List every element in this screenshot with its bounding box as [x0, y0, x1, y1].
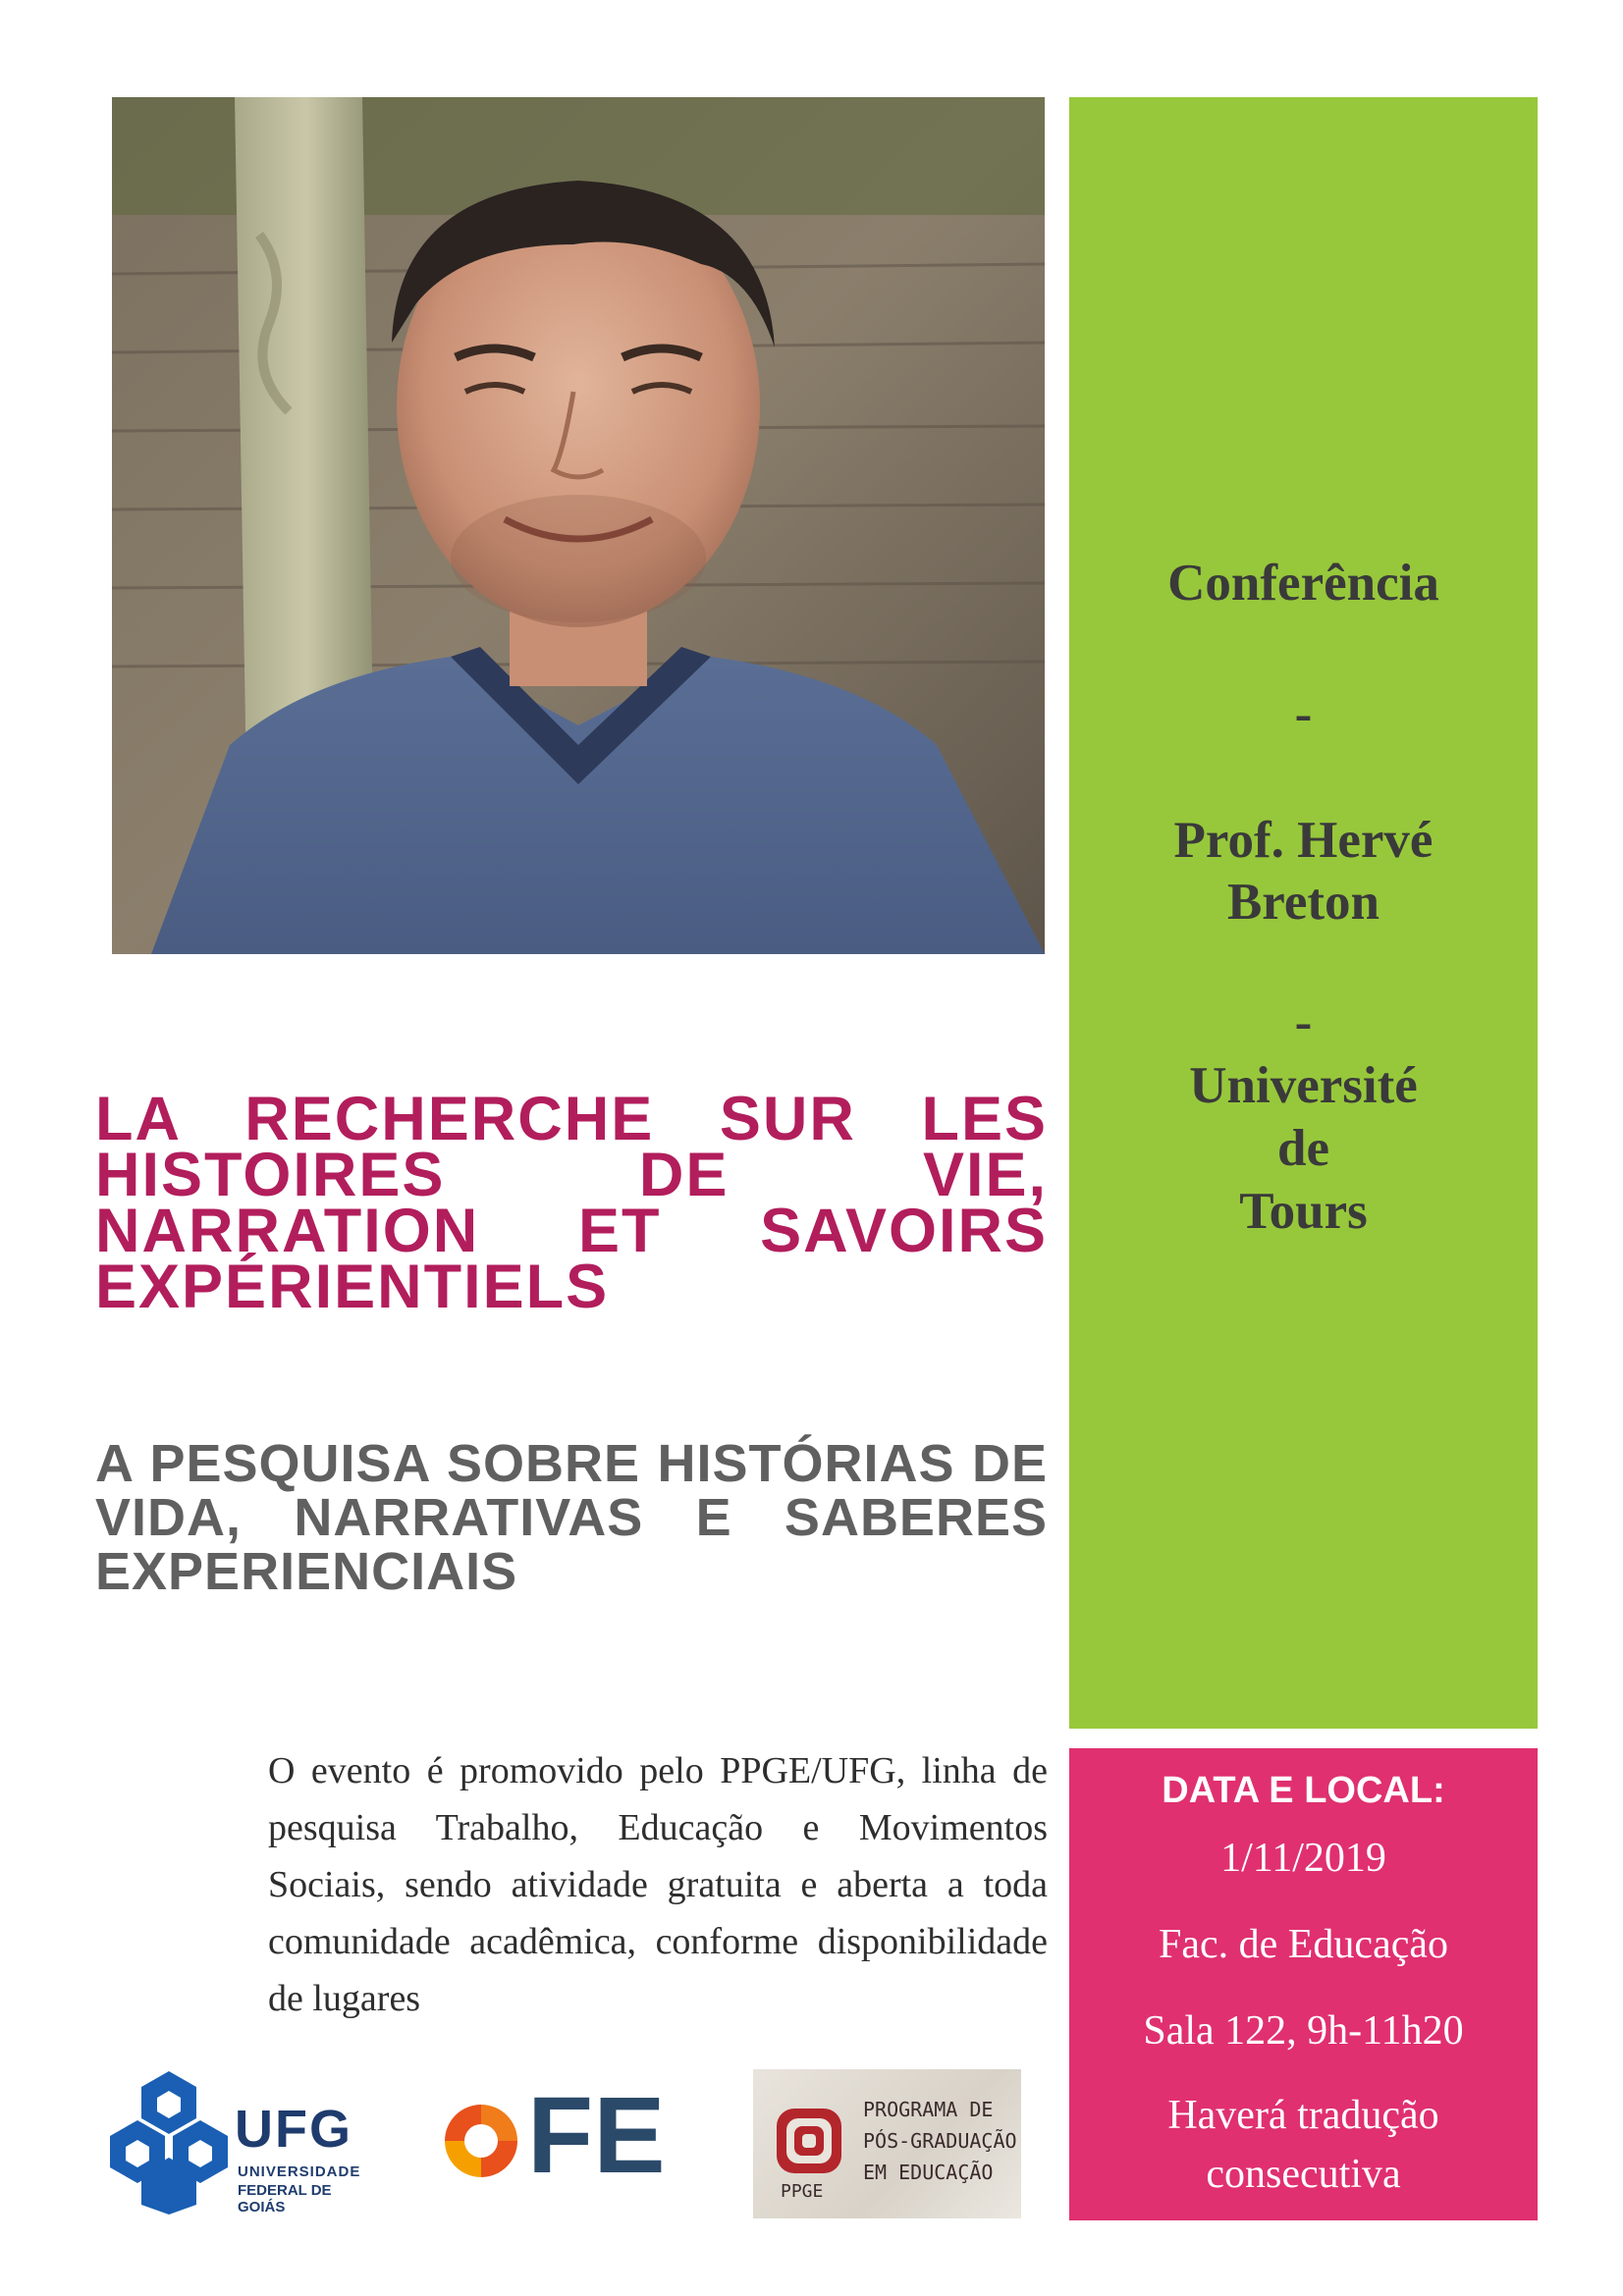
speaker-photo — [112, 97, 1045, 954]
fe-swirl-icon — [437, 2097, 525, 2185]
ppge-line1: PROGRAMA DE — [863, 2098, 994, 2121]
speaker-name-line1: Prof. Hervé — [1173, 812, 1434, 869]
institution-line3: Tours — [1239, 1183, 1368, 1240]
fe-text: FE — [527, 2075, 666, 2196]
event-heading: DATA E LOCAL: — [1162, 1770, 1445, 1811]
event-date: 1/11/2019 — [1220, 1836, 1386, 1881]
ppge-spiral-icon — [775, 2107, 843, 2175]
event-room-time: Sala 122, 9h-11h20 — [1143, 2008, 1464, 2054]
conference-info-panel — [1069, 97, 1538, 1729]
event-details-panel — [1069, 1748, 1538, 2220]
ppge-acronym: PPGE — [781, 2181, 824, 2202]
separator-dash: - — [1294, 993, 1313, 1050]
event-translation-line1: Haverá tradução — [1167, 2093, 1439, 2138]
title-portuguese: A PESQUISA SOBRE HISTÓRIAS DE VIDA, NARRATIVAS E SABERES EXPERIENCIAIS — [95, 1434, 1048, 1601]
ppge-logo — [753, 2069, 1021, 2218]
event-place: Fac. de Educação — [1158, 1922, 1448, 1967]
event-translation-line2: consecutiva — [1206, 2152, 1401, 2197]
ppge-line3: EM EDUCAÇÃO — [863, 2161, 994, 2184]
title-french: LA RECHERCHE SUR LES HISTOIRES DE VIE, NARRATION ET SAVOIRS EXPÉRIENTIELS — [95, 1085, 1048, 1321]
ufg-subtitle1: UNIVERSIDADE — [238, 2163, 361, 2180]
speaker-name-line2: Breton — [1226, 874, 1380, 931]
fe-logo — [437, 2075, 666, 2201]
conference-label: Conferência — [1167, 555, 1439, 612]
ppge-line2: PÓS-GRADUAÇÃO — [863, 2129, 1017, 2153]
institution-line1: Université — [1189, 1057, 1418, 1114]
event-description: O evento é promovido pelo PPGE/UFG, linha de pesquisa Trabalho, Educação e Movimentos Sociais, sendo atividade gratuita e aberta a toda comunidade acadêmica, conforme disponibilidade de lugares — [268, 1750, 1048, 2019]
separator-dash: - — [1294, 685, 1313, 742]
ufg-hexagon-icon — [110, 2069, 228, 2216]
ufg-title: UFG — [235, 2100, 352, 2159]
ufg-logo — [110, 2069, 365, 2216]
institution-line2: de — [1277, 1120, 1329, 1177]
ufg-subtitle2: FEDERAL DE GOIÁS — [238, 2182, 332, 2216]
speaker-portrait-icon — [112, 97, 1045, 954]
